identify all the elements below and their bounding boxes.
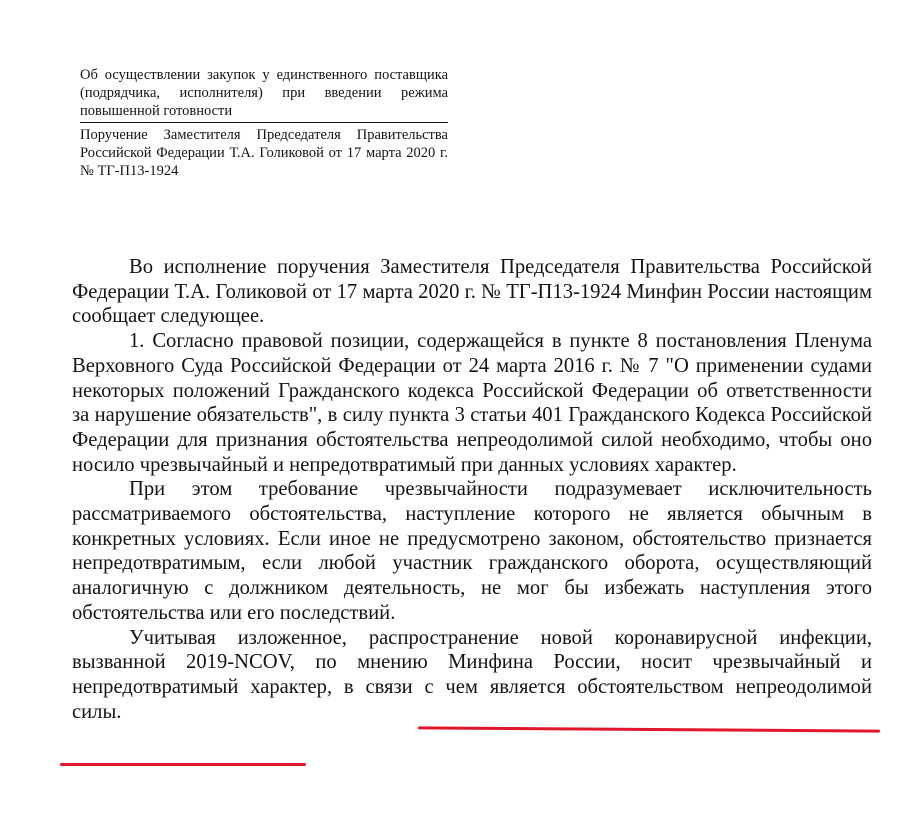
document-header xyxy=(80,66,448,180)
subject-line: Об осуществлении закупок у единственного поставщика (подрядчика, исполнителя) при введении режима повышенной готовности xyxy=(80,66,448,123)
conclusion-paragraph: Учитывая изложенное, распространение новой коронавирусной инфекции, вызванной 2019-NCOV, по мнению Минфина России, носит чрезвычайный и непредотвратимый характер, в связи с чем является обстоятельством непреодолимой силы. xyxy=(72,626,872,723)
point-1-paragraph: 1. Согласно правовой позиции, содержащейся в пункте 8 постановления Пленума Верховного Суда Российской Федерации от 24 марта 2016 г. № 7 "О применении судами некоторых положений Гражданского кодекса Российской Федерации об ответственности за нарушение обязательств", в силу пункта 3 статьи 401 Гражданского Кодекса Российской Федерации для признания обстоятельства непреодолимой силой необходимо, чтобы оно носило чрезвычайный и непредотвратимый при данных условиях характер. xyxy=(72,330,872,476)
basis-reference: Поручение Заместителя Председателя Правительства Российской Федерации Т.А. Голиковой от 17 марта 2020 г. № ТГ-П13-1924 xyxy=(80,127,448,179)
requirement-paragraph: При этом требование чрезвычайности подразумевает исключительность рассматриваемого обстоятельства, наступление которого не является обычным в конкретных условиях. Если иное не предусмотрено законом, обстоятельство признается непредотвратимым, если любой участник гражданского оборота, осуществляющий аналогичную с должником деятельность, не мог бы избежать наступления этого обстоятельства или его последствий. xyxy=(72,478,872,624)
highlight-underline-1 xyxy=(418,726,880,732)
letter-body xyxy=(72,255,872,724)
intro-paragraph: Во исполнение поручения Заместителя Председателя Правительства Российской Федерации Т.А. Голиковой от 17 марта 2020 г. № ТГ-П13-1924 Минфин России настоящим сообщает следующее. xyxy=(72,256,872,328)
highlight-underline-2 xyxy=(60,763,306,766)
